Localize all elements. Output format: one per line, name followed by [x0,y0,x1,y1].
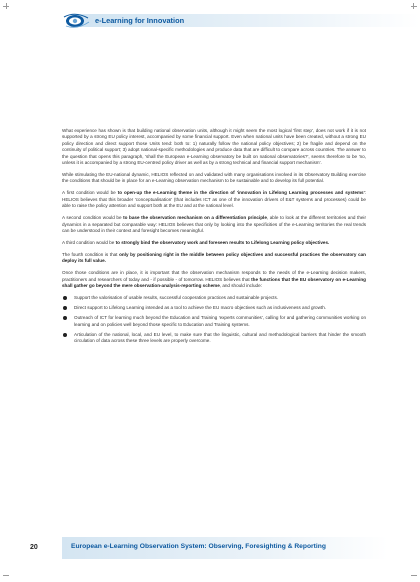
bullet-text: Support the valorisation of usable results, successful cooperation practices and sustainable projects. [74,295,279,301]
paragraph-list [62,128,366,290]
crop-mark-bottom-right [411,575,417,576]
body-paragraph [62,128,366,166]
body-paragraph [62,270,366,289]
body-paragraph [62,252,366,265]
bullet-dot-icon [63,296,67,300]
emphasis-text: to base the observation mechanism on a differentiation principle [123,215,267,221]
body-paragraph [62,215,366,234]
bullet-item [62,315,366,328]
helios-logo-icon [62,13,92,28]
page-header [62,14,420,27]
paragraph-text: Once those conditions are in place, it is important that the observation mechanism responds to the needs of the e-Learning decision makers, practitioners and researchers of today and - if possible - of tomorrow. HELIOS believes that [62,270,366,282]
body-paragraph [62,172,366,185]
paragraph-text: While stimulating the EU-national dynamic, HELIOS reflected on and validated with many organisations involved in its Observatory Building exercise the conditions that should be in place for an e-Learning observation mechanism to be sustainable and to develop its full potential. [62,172,366,184]
crop-mark-bottom-left [3,575,9,576]
crop-mark-top-right-v [413,3,414,9]
page-footer [0,537,420,559]
emphasis-text: the functions that the EU observatory on e-Learning shall gather go beyond the mere observation-analysis-reporting scheme [62,276,366,289]
bullet-item [62,332,366,345]
bullet-item [62,305,366,311]
footer-title: European e-Learning Observation System: Observing, Foresighting & Reporting [71,543,326,550]
paragraph-text: A first condition would be [62,190,118,196]
crop-mark-top-right [411,6,417,7]
emphasis-text: to open-up the e-Learning theme in the direction of 'innovation in Lifelong Learning processes and systems' [117,190,365,196]
article-body [62,128,366,348]
body-paragraph [62,240,366,246]
bullet-text: Direct support to Lifelong Learning intended as a tool to achieve the EU macro objectives such as inclusiveness and growth. [74,305,327,311]
paragraph-text: A second condition would be [62,215,124,221]
paragraph-text: , able to look at the different territories and their dynamics in a separated but comparable way: HELIOS believes that only by looking into the specificities of the e-Learning territories the real trends can be understood in their context and foresight becomes meaningful. [62,215,366,234]
bullet-text: Outreach of ICT for learning much beyond the Education and Training 'experts communities', calling for and gathering communities working on learning and on policies well beyond those specific to Education and Training systems. [74,315,366,327]
bullet-dot-icon [63,306,67,310]
crop-mark-top-left-v [6,3,7,9]
header-title: e-Learning for Innovation [95,16,185,25]
page-number: 20 [30,544,38,551]
paragraph-text: The fourth condition is that [62,252,120,258]
paragraph-text: , and should include: [219,283,262,289]
paragraph-text: What experience has shown is that building national observation units, although it might seem the most logical 'first step', does not work if it is not supported by a strong EU policy interest, accompanied by some financial support. Even when national units have been created, without a strong EU policy direction and direct support those Units tend: both to: 1) naturally follow the national policy objectives; 2) be fragile and depend on the continuity of political support; 3) adopt national-specific methodologies and produce data that are difficult to compare across countries. The answer to the question that opens this paragraph, 'shall the European e-Learning observatory be built on national observatories?', seems therefore to be 'no, unless it is accompanied by a strong EU-centred policy driver as well as by a strong technical and financial support mechanism'. [62,128,366,166]
function-bullet-list [62,295,366,344]
paragraph-text: A third condition would be [62,240,116,246]
emphasis-text: to strongly bind the observatory work and foreseen results to Lifelong Learning policy objectives. [115,240,330,246]
bullet-dot-icon [63,333,67,337]
bullet-text: Articulation of the national, local, and EU level, to make sure that the linguistic, cultural and methodological barriers that hinder the smooth circulation of data across these three levels are properly overcome. [74,331,366,344]
body-paragraph [62,190,366,209]
bullet-dot-icon [63,316,67,320]
emphasis-text: only by positioning right in the middle between policy objectives and successful practices the observatory can deploy its full value. [62,252,366,264]
paragraph-text: : HELIOS believes that this broader 'conceptualisation' (that includes ICT as one of the innovation drivers of E&T systems and processes) could be able to raise the policy attention and support both at the EU and at the national level. [62,190,366,209]
bullet-item [62,295,366,301]
